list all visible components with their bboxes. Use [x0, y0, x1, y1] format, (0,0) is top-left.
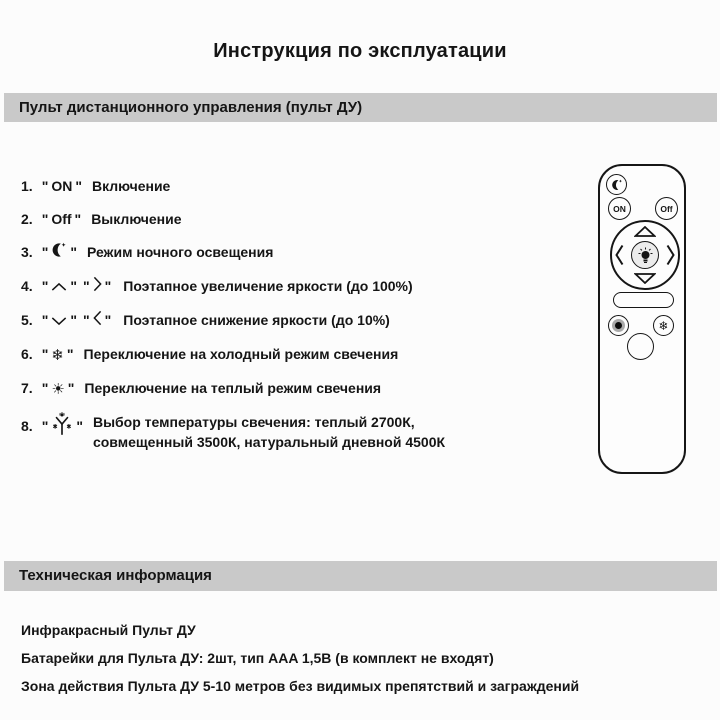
quote-mark: " — [41, 380, 49, 396]
quote-mark: " — [70, 278, 77, 294]
list-item — [21, 276, 586, 297]
chevron-down-icon — [51, 311, 67, 331]
on-button-label: ON — [613, 203, 626, 214]
quote-mark: " — [41, 418, 49, 434]
night-mode-button — [606, 174, 627, 195]
arrow-left-icon — [615, 244, 624, 266]
list-item — [21, 412, 586, 452]
on-key-label: ON — [51, 178, 73, 194]
quote-mark: " — [76, 418, 83, 434]
quote-mark: " — [67, 380, 75, 396]
section-header-remote — [4, 93, 717, 122]
quote-mark: " — [41, 211, 49, 227]
warm-sun-icon — [612, 319, 625, 332]
round-button — [627, 333, 654, 360]
list-item — [21, 242, 586, 263]
off-button-label: Off — [660, 203, 673, 214]
snowflake-icon: ❄ — [658, 318, 669, 333]
function-bar-button — [613, 292, 674, 308]
item-label: Включение — [91, 178, 171, 194]
light-bulb-icon — [638, 247, 653, 264]
tech-line: Батарейки для Пульта ДУ: 2шт, тип AAA 1,5В (в комплект не входят) — [21, 650, 494, 666]
moon-icon — [51, 242, 67, 263]
quote-mark: " — [66, 346, 74, 362]
item-label: Переключение на теплый режим свечения — [84, 380, 382, 396]
item-label: Выключение — [91, 211, 182, 227]
moon-icon — [611, 179, 623, 191]
off-key-label: Off — [51, 211, 72, 227]
list-item — [21, 176, 586, 196]
arrow-right-icon — [666, 244, 675, 266]
cold-light-button — [653, 315, 674, 336]
quote-mark: " — [104, 278, 112, 294]
remote-control-illustration — [598, 164, 686, 474]
chevron-left-icon — [93, 310, 102, 331]
item-number: 4. — [21, 278, 33, 294]
quote-mark: " — [41, 312, 49, 328]
item-label: Поэтапное снижение яркости (до 10%) — [123, 312, 390, 328]
quote-mark: " — [41, 346, 49, 362]
arrow-down-icon — [634, 273, 656, 284]
on-button — [608, 197, 631, 220]
tech-line: Зона действия Пульта ДУ 5-10 метров без видимых препятствий и заграждений — [21, 678, 580, 694]
list-item — [21, 344, 586, 365]
quote-mark: " — [82, 278, 90, 294]
item-number: 6. — [21, 346, 33, 362]
item-number: 3. — [21, 244, 33, 260]
arrow-up-icon — [634, 226, 656, 237]
quote-mark: " — [70, 244, 77, 260]
quote-mark: " — [41, 178, 49, 194]
quote-mark: " — [75, 178, 82, 194]
mixed-temperature-icon — [51, 412, 73, 442]
warm-light-button — [608, 315, 629, 336]
sun-icon: ☀ — [51, 380, 65, 398]
quote-mark: " — [82, 312, 90, 328]
quote-mark: " — [74, 211, 82, 227]
chevron-right-icon — [93, 276, 102, 297]
quote-mark: " — [70, 312, 77, 328]
light-bulb-button — [631, 241, 659, 269]
item-label: Режим ночного освещения — [86, 244, 274, 260]
quote-mark: " — [41, 278, 49, 294]
item-label: Переключение на холодный режим свечения — [83, 346, 399, 362]
item-number: 8. — [21, 418, 33, 434]
chevron-up-icon — [51, 277, 67, 297]
technical-info — [21, 616, 579, 700]
instruction-list — [21, 176, 586, 465]
list-item — [21, 378, 586, 399]
quote-mark: " — [41, 244, 49, 260]
tech-line: Инфракрасный Пульт ДУ — [21, 622, 196, 638]
section-header-remote-label: Пульт дистанционного управления (пульт ДУ) — [19, 99, 363, 116]
brightness-dpad — [610, 220, 680, 290]
item-number: 7. — [21, 380, 33, 396]
quote-mark: " — [104, 312, 112, 328]
item-label: Поэтапное увеличение яркости (до 100%) — [123, 278, 413, 294]
snowflake-icon: ❄ — [51, 346, 64, 364]
item-number: 5. — [21, 312, 33, 328]
section-header-tech-label: Техническая информация — [19, 567, 212, 584]
item-number: 1. — [21, 178, 33, 194]
list-item — [21, 310, 586, 331]
item-label: Выбор температуры свечения: теплый 2700К, совмещенный 3500К, натуральный дневной 4500К — [92, 414, 446, 450]
item-number: 2. — [21, 211, 33, 227]
section-header-tech — [4, 561, 717, 591]
list-item — [21, 209, 586, 229]
page-title: Инструкция по эксплуатации — [213, 40, 507, 62]
off-button — [655, 197, 678, 220]
